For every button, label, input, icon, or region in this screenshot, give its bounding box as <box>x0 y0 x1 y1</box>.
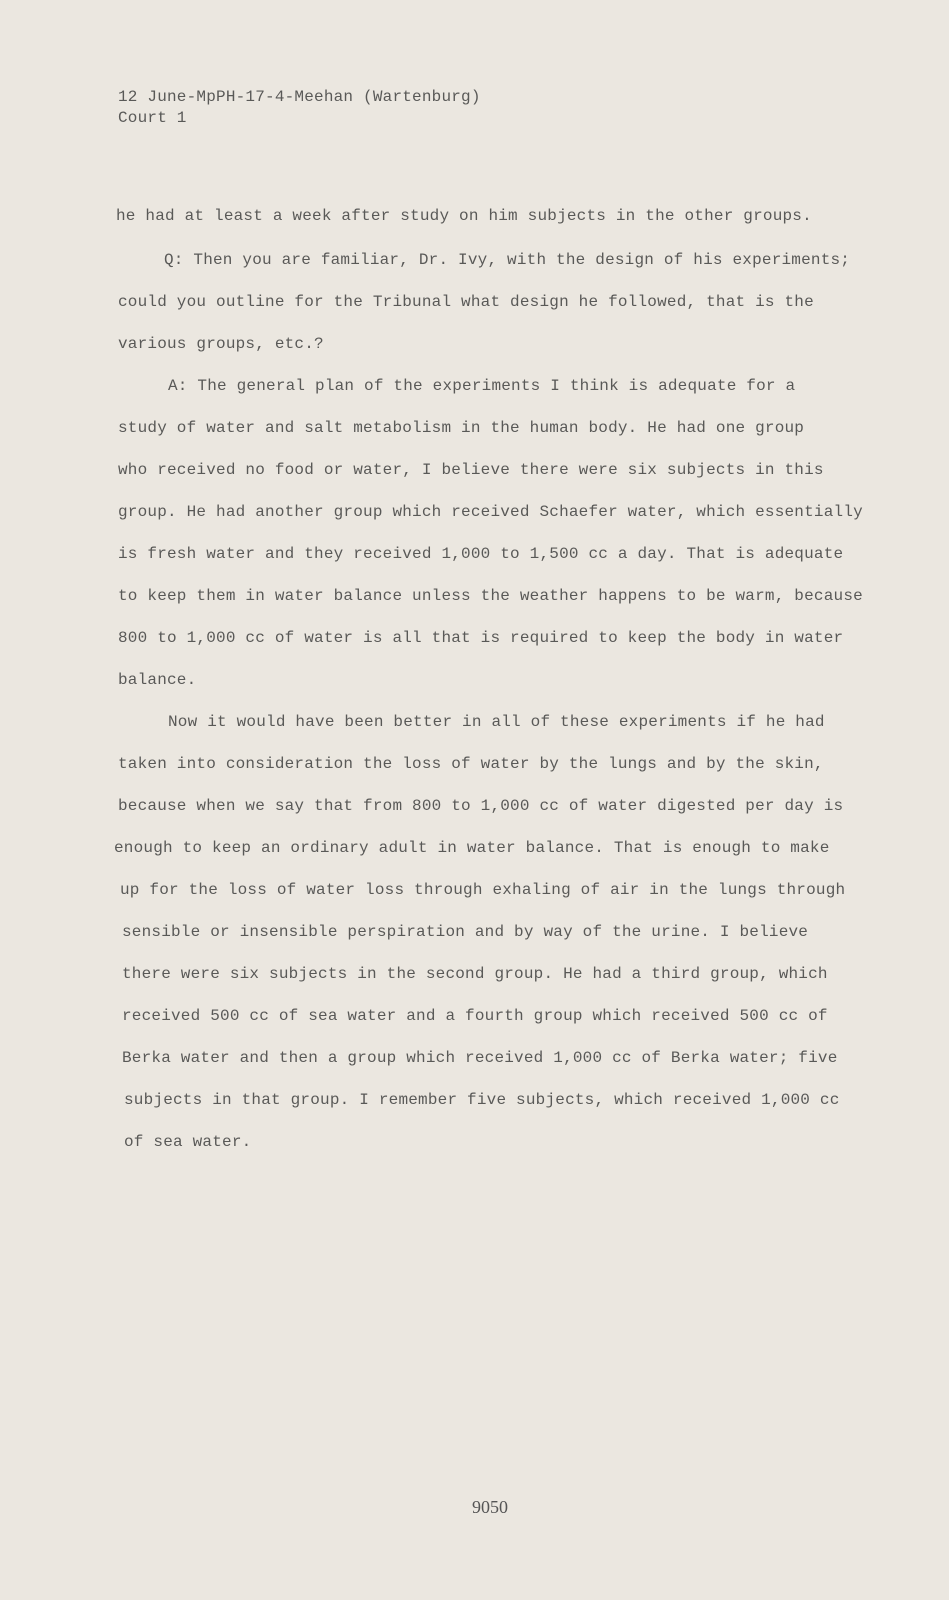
body-line: there were six subjects in the second group. He had a third group, which <box>122 965 828 983</box>
body-line: group. He had another group which received Schaefer water, which essentially <box>118 503 863 521</box>
body-line: subjects in that group. I remember five subjects, which received 1,000 cc <box>124 1091 840 1109</box>
body-line: taken into consideration the loss of water by the lungs and by the skin, <box>118 755 824 773</box>
header-line-2: Court 1 <box>118 109 187 127</box>
body-line: Now it would have been better in all of these experiments if he had <box>168 713 825 731</box>
body-line: study of water and salt metabolism in the human body. He had one group <box>118 419 805 437</box>
body-line: who received no food or water, I believe there were six subjects in this <box>118 461 824 479</box>
body-line: is fresh water and they received 1,000 to 1,500 cc a day. That is adequate <box>118 545 844 563</box>
page-number: 9050 <box>472 1497 508 1517</box>
body-line: 800 to 1,000 cc of water is all that is required to keep the body in water <box>118 629 844 647</box>
body-line: to keep them in water balance unless the weather happens to be warm, because <box>118 587 863 605</box>
body-line: of sea water. <box>124 1133 252 1151</box>
body-line: sensible or insensible perspiration and by way of the urine. I believe <box>122 923 809 941</box>
body-line: Berka water and then a group which received 1,000 cc of Berka water; five <box>122 1049 838 1067</box>
body-line: he had at least a week after study on him subjects in the other groups. <box>116 207 812 225</box>
body-line: up for the loss of water loss through exhaling of air in the lungs through <box>120 881 846 899</box>
body-line: enough to keep an ordinary adult in water balance. That is enough to make <box>114 839 830 857</box>
body-line: Q: Then you are familiar, Dr. Ivy, with the design of his experiments; <box>164 251 851 269</box>
body-line: because when we say that from 800 to 1,000 cc of water digested per day is <box>118 797 844 815</box>
body-line: balance. <box>118 671 197 689</box>
body-line: received 500 cc of sea water and a fourth group which received 500 cc of <box>122 1007 828 1025</box>
body-line: could you outline for the Tribunal what design he followed, that is the <box>118 293 814 311</box>
header-line-1: 12 June-MpPH-17-4-Meehan (Wartenburg) <box>118 88 481 106</box>
body-line: various groups, etc.? <box>118 335 324 353</box>
body-line: A: The general plan of the experiments I think is adequate for a <box>168 377 796 395</box>
